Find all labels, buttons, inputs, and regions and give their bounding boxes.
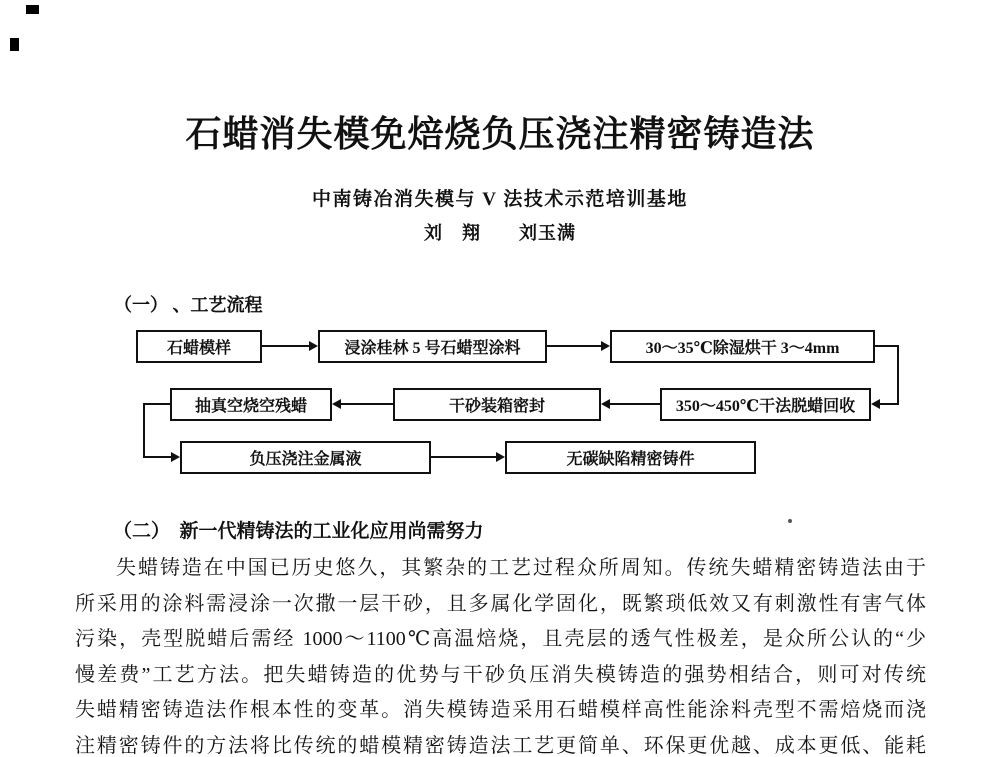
section-1-heading: （一） 、工艺流程 xyxy=(114,295,263,315)
paragraph-line: 注精密铸件的方法将比传统的蜡模精密铸造法工艺更简单、环保更优越、成本更低、能耗 xyxy=(75,734,926,757)
flow-line xyxy=(143,403,145,458)
flow-step-vacuum-pouring: 负压浇注金属液 xyxy=(180,441,431,474)
paragraph-line: 污染，壳型脱蜡后需经 1000～1100℃高温焙烧，且壳层的透气性极差，是众所公认的“少 xyxy=(75,628,926,650)
scan-artifact xyxy=(10,38,19,51)
flow-step-precision-casting: 无碳缺陷精密铸件 xyxy=(505,441,756,474)
arrow-right-icon xyxy=(496,452,505,462)
flow-step-wax-pattern: 石蜡模样 xyxy=(136,330,262,363)
flow-step-dewax-recovery: 350～450℃干法脱蜡回收 xyxy=(660,388,871,421)
flow-line xyxy=(145,456,171,458)
flow-line xyxy=(431,456,496,458)
arrow-right-icon xyxy=(309,341,318,351)
flow-line xyxy=(262,345,310,347)
scan-artifact xyxy=(788,519,792,523)
flow-line xyxy=(610,403,660,405)
arrow-left-icon xyxy=(332,399,341,409)
document-title: 石蜡消失模免焙烧负压浇注精密铸造法 xyxy=(185,114,815,154)
section-2-heading: （二） 新一代精铸法的工业化应用尚需努力 xyxy=(113,521,484,542)
flow-line xyxy=(875,345,899,347)
flow-line xyxy=(547,345,601,347)
flow-step-sand-box-sealing: 干砂装箱密封 xyxy=(393,388,601,421)
document-authors: 刘 翔 刘玉满 xyxy=(424,223,576,243)
flow-step-vacuum-burnout: 抽真空烧空残蜡 xyxy=(170,388,332,421)
arrow-left-icon xyxy=(601,399,610,409)
flow-line xyxy=(897,345,899,405)
flow-step-dip-coating: 浸涂桂林 5 号石蜡型涂料 xyxy=(318,330,547,363)
scan-artifact xyxy=(26,5,39,14)
flow-line xyxy=(880,403,899,405)
document-subtitle: 中南铸冶消失模与 V 法技术示范培训基地 xyxy=(312,189,688,210)
body-paragraph xyxy=(75,551,926,757)
arrow-right-icon xyxy=(171,452,180,462)
paragraph-line: 慢差费”工艺方法。把失蜡铸造的优势与干砂负压消失模铸造的强势相结合，则可对传统 xyxy=(75,663,926,686)
flow-step-dehumidify-drying: 30～35℃除湿烘干 3～4mm xyxy=(610,330,875,363)
arrow-right-icon xyxy=(601,341,610,351)
paragraph-line: 失蜡铸造在中国已历史悠久，其繁杂的工艺过程众所周知。传统失蜡精密铸造法由于 xyxy=(116,557,926,579)
flow-line xyxy=(341,403,393,405)
paragraph-line: 所采用的涂料需浸涂一次撒一层干砂，且多属化学固化，既繁琐低效又有刺激性有害气体 xyxy=(75,592,926,615)
paragraph-line: 失蜡精密铸造法作根本性的变革。消失模铸造采用石蜡模样高性能涂料壳型不需焙烧而浇 xyxy=(75,699,926,721)
arrow-left-icon xyxy=(871,399,880,409)
flow-line xyxy=(143,403,170,405)
